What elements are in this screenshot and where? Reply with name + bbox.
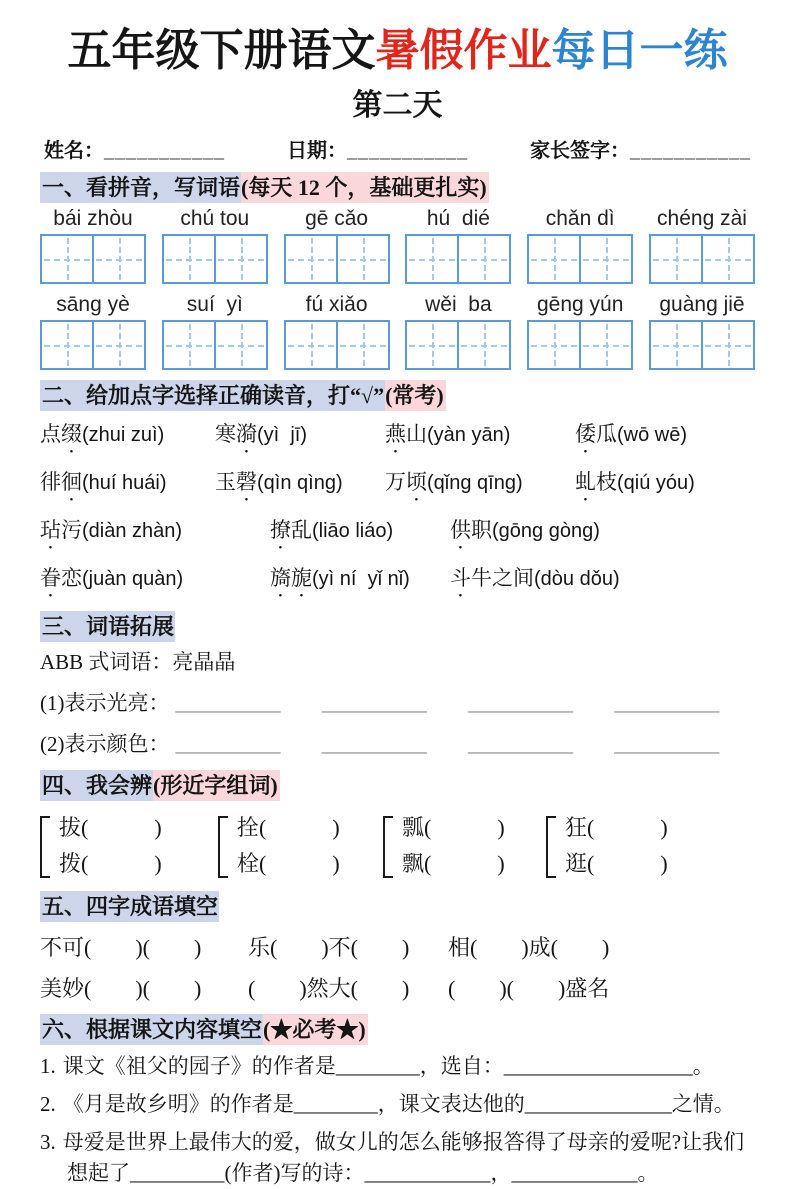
answer-paren: ( ) xyxy=(424,851,505,876)
idiom-item: ( )( )盛名 xyxy=(448,976,610,1001)
answer-paren: ( ) xyxy=(259,851,340,876)
grid-cell xyxy=(701,322,753,368)
section2-heading xyxy=(40,379,755,410)
writing-grid xyxy=(284,234,390,284)
compare-char-bottom: 栓 xyxy=(237,851,260,876)
compare-line-bottom xyxy=(565,846,668,882)
pinyin-label: gēng yún xyxy=(536,293,624,316)
item-pinyin-options: (qiú yóu) xyxy=(617,472,695,494)
pronunciation-item xyxy=(575,418,755,458)
item-number: 2. xyxy=(40,1092,56,1116)
item-word-post: 乱 xyxy=(291,518,312,542)
item-pinyin-options: (zhui zuì) xyxy=(82,424,165,446)
grid-cell xyxy=(651,236,701,282)
word-block xyxy=(527,207,633,284)
text-fill-item xyxy=(40,1089,755,1120)
item-word-post: 牛之间 xyxy=(471,566,534,590)
fill-line-blanks: __________ __________ __________ __________ xyxy=(175,732,720,756)
grid-cell xyxy=(407,322,457,368)
item-word-pre: 点 xyxy=(40,422,61,446)
writing-grid xyxy=(527,234,633,284)
title-part-blue: 每日一练 xyxy=(551,26,728,75)
field-label: 日期： xyxy=(287,140,347,162)
grid-cell xyxy=(42,322,92,368)
item-word-dotted: 旖旎 xyxy=(270,566,312,590)
item-word-dotted: 虬 xyxy=(575,470,596,494)
text-fill-item xyxy=(40,1051,755,1082)
compare-char-bottom: 飘 xyxy=(402,851,425,876)
compare-group xyxy=(40,810,218,882)
section3-lines xyxy=(40,687,755,758)
compare-line-top xyxy=(237,810,340,846)
item-pinyin-options: (liāo liáo) xyxy=(312,520,394,542)
pronunciation-item xyxy=(215,418,385,458)
section1-heading-main: 一、看拼音，写词语 xyxy=(40,172,241,203)
pronunciation-item xyxy=(40,562,270,602)
section6-heading-note: (★必考★) xyxy=(263,1014,368,1045)
writing-grid xyxy=(40,234,146,284)
item-pinyin-options: (wō wē) xyxy=(617,424,688,446)
section4-heading-main: 四、我会辨 xyxy=(40,770,153,801)
word-block xyxy=(284,207,390,284)
pronunciation-row xyxy=(40,562,755,602)
header-field xyxy=(530,134,751,163)
item-pinyin-options: (gōng gòng) xyxy=(492,520,600,542)
item-word-pre: 徘 xyxy=(40,470,61,494)
section1-heading xyxy=(40,171,755,202)
pinyin-label: guàng jiē xyxy=(659,293,745,316)
grid-cell xyxy=(286,322,336,368)
compare-char-top: 瓢 xyxy=(402,815,425,840)
item-word-post: 山 xyxy=(406,422,427,446)
item-pinyin-options: (huí huái) xyxy=(82,472,167,494)
header-fields xyxy=(44,134,751,163)
bracket-shape xyxy=(40,816,50,878)
section3-heading xyxy=(40,610,755,641)
writing-grid xyxy=(649,234,755,284)
item-word-dotted: 斗 xyxy=(450,566,471,590)
word-block xyxy=(405,207,511,284)
grid-cell xyxy=(92,322,144,368)
item-number: 1. xyxy=(40,1054,56,1078)
idiom-item: 相( )成( ) xyxy=(448,935,610,960)
writing-grid xyxy=(162,234,268,284)
compare-line-top xyxy=(59,810,162,846)
item-word-dotted: 玷 xyxy=(40,518,61,542)
item-text: 《月是故乡明》的作者是________，课文表达他的______________之情。 xyxy=(62,1092,735,1116)
item-word-pre: 玉 xyxy=(215,470,236,494)
pinyin-label: sāng yè xyxy=(56,293,130,316)
section5-heading xyxy=(40,890,755,921)
answer-paren: ( ) xyxy=(587,815,668,840)
pinyin-label: gē cǎo xyxy=(305,207,369,230)
grid-cell xyxy=(457,236,509,282)
grid-cell xyxy=(529,322,579,368)
title-part-black: 五年级下册语文 xyxy=(67,26,376,75)
idiom-row xyxy=(40,931,755,962)
item-word-pre: 寒 xyxy=(215,422,236,446)
compare-char-bottom: 拨 xyxy=(59,851,82,876)
compare-char-top: 拔 xyxy=(59,815,82,840)
grid-cell xyxy=(92,236,144,282)
writing-grid xyxy=(527,320,633,370)
fill-line-label: (1)表示光亮： xyxy=(40,691,170,715)
pronunciation-item xyxy=(385,418,575,458)
section1-heading-note: (每天 12 个，基础更扎实) xyxy=(241,172,489,203)
pinyin-label: fú xiǎo xyxy=(305,293,368,316)
grid-cell xyxy=(457,322,509,368)
word-block xyxy=(162,207,268,284)
day-subtitle: 第二天 xyxy=(352,89,443,122)
item-word-dotted: 漪 xyxy=(236,422,257,446)
compare-char-top: 拴 xyxy=(237,815,260,840)
pronunciation-item xyxy=(215,466,385,506)
grid-cell xyxy=(407,236,457,282)
item-word-dotted: 倭 xyxy=(575,422,596,446)
compare-lines xyxy=(402,810,505,882)
item-word-dotted: 徊 xyxy=(61,470,82,494)
item-word-dotted: 缀 xyxy=(61,422,82,446)
pronunciation-row xyxy=(40,418,755,458)
field-blank-line: ___________ xyxy=(104,140,225,162)
item-word-post: 污 xyxy=(61,518,82,542)
bracket-shape xyxy=(546,816,556,878)
item-word-dotted: 供 xyxy=(450,518,471,542)
word-block xyxy=(284,293,390,370)
idiom-item: 乐( )不( ) xyxy=(248,935,410,960)
grid-cell xyxy=(214,322,266,368)
word-block xyxy=(649,293,755,370)
answer-paren: ( ) xyxy=(81,851,162,876)
pronunciation-row xyxy=(40,514,755,554)
pronunciation-item xyxy=(575,466,755,506)
grid-cell xyxy=(651,322,701,368)
writing-grid xyxy=(405,320,511,370)
text-fill-items xyxy=(40,1051,755,1189)
section6-heading-main: 六、根据课文内容填空 xyxy=(40,1014,263,1045)
compare-line-bottom xyxy=(402,846,505,882)
pinyin-label: chǎn dì xyxy=(545,207,615,230)
bracket-shape xyxy=(383,816,393,878)
pronunciation-row xyxy=(40,466,755,506)
writing-grid xyxy=(162,320,268,370)
pronunciation-item xyxy=(40,418,215,458)
bracket-shape xyxy=(218,816,228,878)
word-block xyxy=(649,207,755,284)
pinyin-label: wěi ba xyxy=(425,293,492,316)
pinyin-grid-row xyxy=(40,207,755,284)
item-pinyin-options: (juàn quàn) xyxy=(82,568,184,590)
item-text: 母爱是世界上最伟大的爱，做女儿的怎么能够报答得了母亲的爱呢?让我们想起了_________(作者)写的诗：____________，____________。 xyxy=(62,1130,745,1185)
section4-heading-note: (形近字组词) xyxy=(153,770,280,801)
item-word-dotted: 顷 xyxy=(406,470,427,494)
grid-cell xyxy=(42,236,92,282)
pinyin-label: bái zhòu xyxy=(53,207,133,230)
item-word-post: 枝 xyxy=(596,470,617,494)
answer-paren: ( ) xyxy=(424,815,505,840)
item-word-dotted: 燕 xyxy=(385,422,406,446)
pronunciation-item xyxy=(40,514,270,554)
item-pinyin-options: (yàn yān) xyxy=(427,424,511,446)
pronunciation-item xyxy=(40,466,215,506)
item-pinyin-options: (dòu dǒu) xyxy=(534,568,620,590)
section5-heading-main: 五、四字成语填空 xyxy=(40,891,219,922)
header-field xyxy=(287,134,468,163)
header-field xyxy=(44,134,225,163)
field-label: 家长签字： xyxy=(530,140,630,162)
pinyin-grid-rows xyxy=(40,207,755,370)
pinyin-label: chéng zài xyxy=(657,207,747,230)
writing-grid xyxy=(405,234,511,284)
word-block xyxy=(162,293,268,370)
section2-heading-main: 二、给加点字选择正确读音，打“√” xyxy=(40,380,385,411)
pinyin-grid-row xyxy=(40,293,755,370)
compare-group xyxy=(218,810,383,882)
item-word-dotted: 磬 xyxy=(236,470,257,494)
idiom-row xyxy=(40,972,755,1003)
item-pinyin-options: (diàn zhàn) xyxy=(82,520,183,542)
word-block xyxy=(527,293,633,370)
grid-cell xyxy=(529,236,579,282)
grid-cell xyxy=(579,322,631,368)
fill-line-label: (2)表示颜色： xyxy=(40,732,170,756)
grid-cell xyxy=(336,322,388,368)
field-blank-line: ___________ xyxy=(630,140,751,162)
section3-intro: ABB 式词语：亮晶晶 xyxy=(40,650,236,674)
section3-heading-main: 三、词语拓展 xyxy=(40,611,175,642)
compare-line-bottom xyxy=(237,846,340,882)
word-block xyxy=(40,207,146,284)
item-pinyin-options: (qǐng qīng) xyxy=(427,472,523,494)
field-label: 姓名： xyxy=(44,140,104,162)
compare-groups xyxy=(40,810,755,882)
grid-cell xyxy=(214,236,266,282)
fill-line-blanks: __________ __________ __________ __________ xyxy=(175,691,720,715)
item-text: 课文《祖父的园子》的作者是________，选自：__________________。 xyxy=(62,1054,714,1078)
idiom-item: ( )然大( ) xyxy=(248,976,410,1001)
item-word-dotted: 眷 xyxy=(40,566,61,590)
pronunciation-item xyxy=(385,466,575,506)
pronunciation-rows xyxy=(40,418,755,602)
compare-lines xyxy=(237,810,340,882)
fill-line xyxy=(40,728,755,758)
compare-group xyxy=(546,810,755,882)
title-part-red: 暑假作业 xyxy=(375,26,552,75)
answer-paren: ( ) xyxy=(259,815,340,840)
writing-grid xyxy=(284,320,390,370)
word-block xyxy=(405,293,511,370)
grid-cell xyxy=(336,236,388,282)
writing-grid xyxy=(40,320,146,370)
item-word-post: 职 xyxy=(471,518,492,542)
idiom-rows xyxy=(40,931,755,1003)
item-word-dotted: 撩 xyxy=(270,518,291,542)
item-pinyin-options: (qìn qìng) xyxy=(257,472,343,494)
item-word-post: 恋 xyxy=(61,566,82,590)
compare-lines xyxy=(565,810,668,882)
item-word-post: 瓜 xyxy=(596,422,617,446)
pronunciation-item xyxy=(270,514,450,554)
pinyin-label: hú dié xyxy=(426,207,490,230)
compare-line-top xyxy=(402,810,505,846)
writing-grid xyxy=(649,320,755,370)
item-number: 3. xyxy=(40,1130,56,1154)
fill-line xyxy=(40,687,755,717)
item-word-pre: 万 xyxy=(385,470,406,494)
section6-heading xyxy=(40,1013,755,1044)
section4-heading xyxy=(40,769,755,800)
pronunciation-item xyxy=(450,562,755,602)
field-blank-line: ___________ xyxy=(347,140,468,162)
section2-heading-note: (常考) xyxy=(385,380,446,411)
pronunciation-item xyxy=(450,514,755,554)
grid-cell xyxy=(579,236,631,282)
text-fill-item xyxy=(40,1127,755,1189)
pinyin-label: chú tou xyxy=(180,207,250,230)
grid-cell xyxy=(164,236,214,282)
page-title xyxy=(40,14,755,78)
word-block xyxy=(40,293,146,370)
pinyin-label: suí yì xyxy=(186,293,243,316)
answer-paren: ( ) xyxy=(587,851,668,876)
answer-paren: ( ) xyxy=(81,815,162,840)
compare-group xyxy=(383,810,546,882)
compare-line-top xyxy=(565,810,668,846)
idiom-item: 不可( )( ) xyxy=(40,935,202,960)
compare-char-top: 狂 xyxy=(565,815,588,840)
grid-cell xyxy=(286,236,336,282)
pronunciation-item xyxy=(270,562,450,602)
compare-line-bottom xyxy=(59,846,162,882)
grid-cell xyxy=(164,322,214,368)
item-pinyin-options: (yì jī) xyxy=(257,424,307,446)
compare-lines xyxy=(59,810,162,882)
grid-cell xyxy=(701,236,753,282)
item-pinyin-options: (yì ní yǐ nǐ) xyxy=(312,568,410,590)
compare-char-bottom: 逛 xyxy=(565,851,588,876)
idiom-item: 美妙( )( ) xyxy=(40,976,202,1001)
